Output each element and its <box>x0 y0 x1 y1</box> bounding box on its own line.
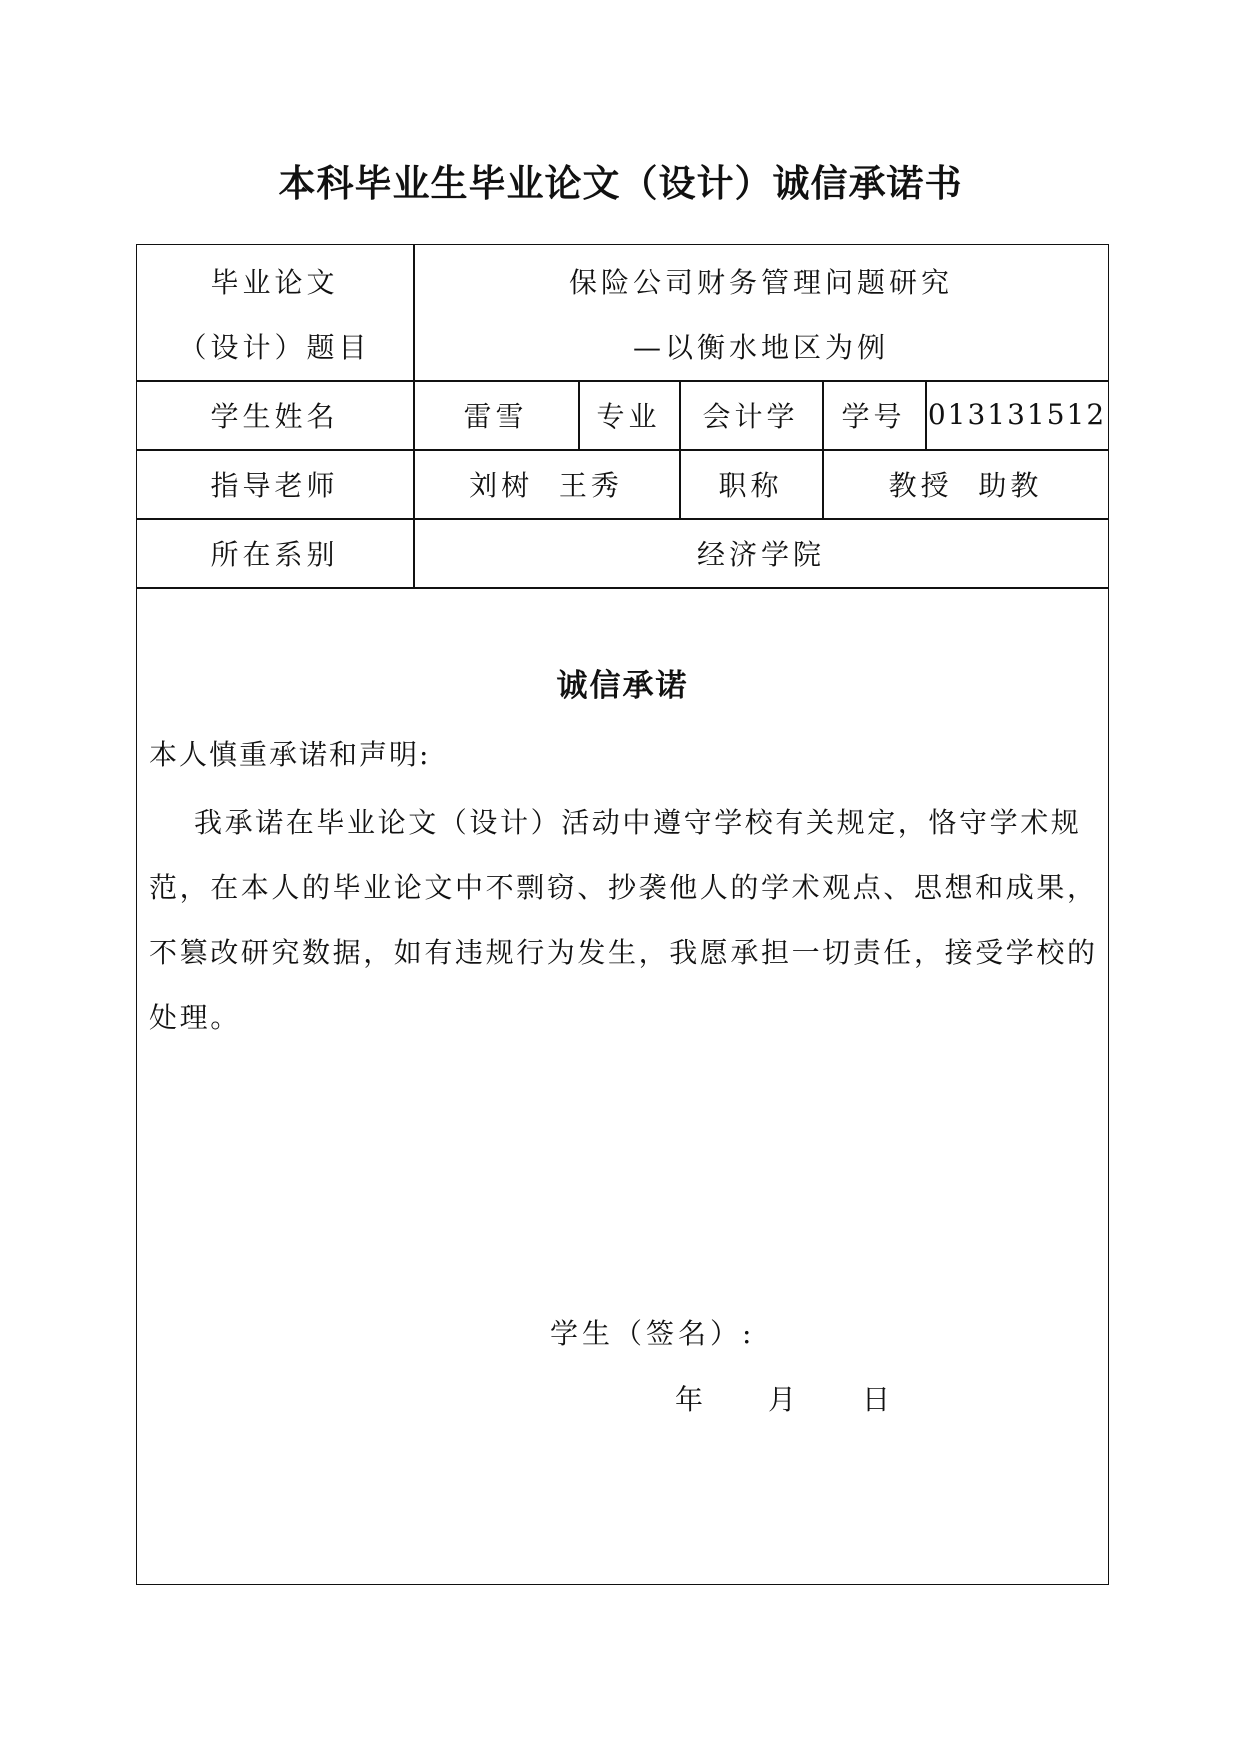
date-month-label: 月 <box>768 1383 797 1416</box>
pledge-body: 我承诺在毕业论文（设计）活动中遵守学校有关规定，恪守学术规范，在本人的毕业论文中不剽窃、抄袭他人的学术观点、思想和成果，不篡改研究数据，如有违规行为发生，我愿承担一切责任，接受学校的处理。 <box>149 806 1098 1034</box>
student-name-label: 学生姓名 <box>210 399 339 433</box>
pledge-heading: 诚信承诺 <box>556 668 689 704</box>
student-name-value: 雷雪 <box>463 399 528 433</box>
table-rule <box>136 587 1109 589</box>
student-id-label: 学号 <box>841 399 906 433</box>
advisor-title-label: 职称 <box>718 468 783 502</box>
topic-label-line1: 毕业论文 <box>210 265 339 299</box>
advisor-value: 刘树 王秀 <box>469 468 623 502</box>
major-label: 专业 <box>596 399 661 433</box>
advisor-label: 指导老师 <box>210 468 339 502</box>
topic-value-cell <box>413 248 1109 378</box>
topic-label-cell <box>136 248 413 378</box>
date-day-label: 日 <box>862 1383 891 1416</box>
topic-label-line2: （设计）题目 <box>178 330 371 364</box>
department-value: 经济学院 <box>696 537 825 571</box>
signature-label: 学生（签名）: <box>550 1317 756 1350</box>
date-year-label: 年 <box>675 1383 704 1416</box>
topic-subtitle: —以衡水地区为例 <box>632 330 889 364</box>
pledge-intro: 本人慎重承诺和声明: <box>149 738 431 771</box>
student-id-value: 013131512 <box>927 398 1107 431</box>
department-label: 所在系别 <box>210 537 339 571</box>
advisor-title-value: 教授 助教 <box>888 468 1043 502</box>
major-value: 会计学 <box>702 399 799 433</box>
document-title: 本科毕业生毕业论文（设计）诚信承诺书 <box>278 162 963 205</box>
topic-title: 保险公司财务管理问题研究 <box>568 265 953 299</box>
